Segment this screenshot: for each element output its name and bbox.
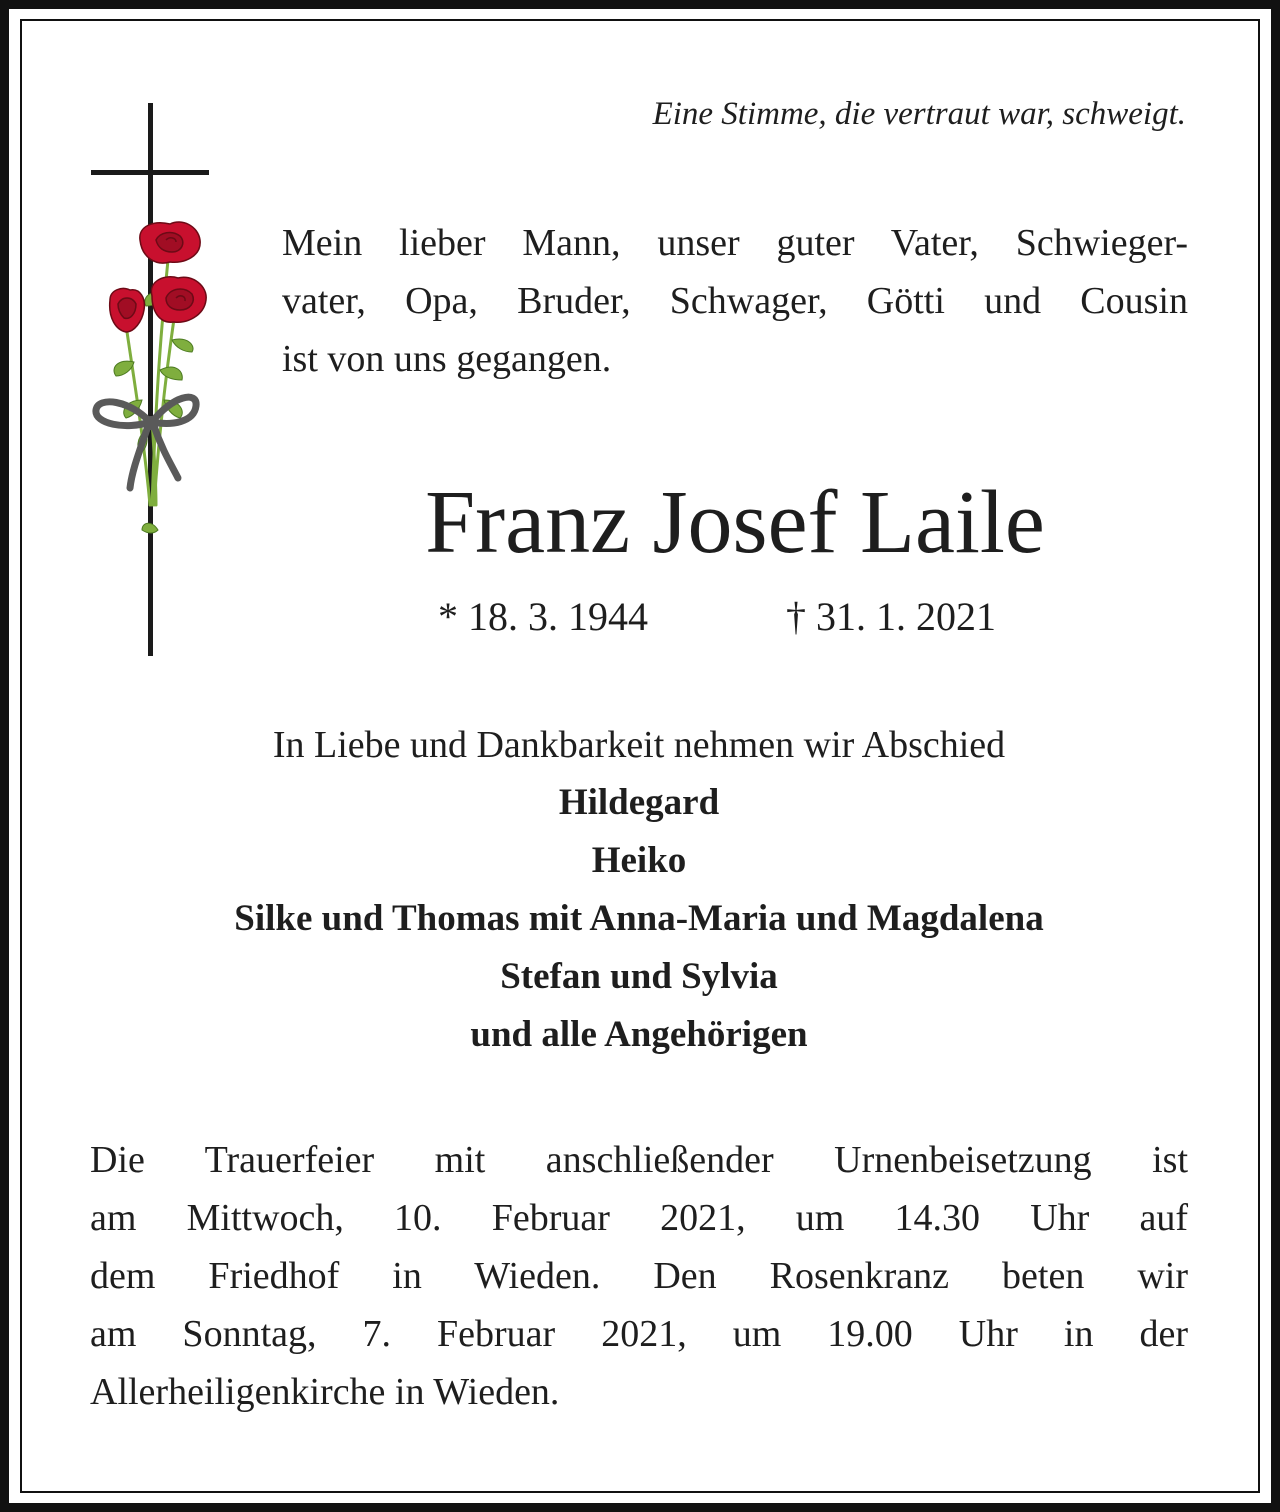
deceased-name: Franz Josef Laile bbox=[425, 473, 1045, 572]
intro-line: Mein lieber Mann, unser guter Vater, Schwieger- bbox=[282, 222, 1188, 264]
rose-top bbox=[140, 222, 200, 263]
notice-line: Allerheiligenkirche in Wieden. bbox=[90, 1371, 560, 1413]
mourner-line: Hildegard bbox=[558, 782, 720, 823]
farewell-block bbox=[60, 716, 1218, 1064]
cross-horizontal-beam bbox=[91, 170, 209, 175]
intro-line: ist von uns gegangen. bbox=[282, 338, 612, 380]
notice-line: am Sonntag, 7. Februar 2021, um 19.00 Uhr in der bbox=[90, 1313, 1188, 1355]
birth-date: * 18. 3. 1944 bbox=[438, 594, 648, 639]
mourner-line: und alle Angehörigen bbox=[470, 1014, 808, 1055]
motto: Eine Stimme, die vertraut war, schweigt. bbox=[652, 96, 1186, 132]
intro-text bbox=[282, 214, 1188, 388]
notice-line: dem Friedhof in Wieden. Den Rosenkranz beten wir bbox=[90, 1255, 1188, 1297]
cross-vertical-beam bbox=[148, 103, 153, 656]
death-date: † 31. 1. 2021 bbox=[786, 594, 996, 639]
mourner-line: Heiko bbox=[591, 840, 687, 881]
funeral-notice bbox=[90, 1131, 1188, 1421]
intro-line: vater, Opa, Bruder, Schwager, Götti und Cousin bbox=[282, 280, 1188, 322]
rose-middle bbox=[151, 277, 206, 323]
mourner-line: Stefan und Sylvia bbox=[500, 956, 778, 997]
mourner-line: Silke und Thomas mit Anna-Maria und Magdalena bbox=[234, 898, 1044, 939]
notice-line: Die Trauerfeier mit anschließender Urnenbeisetzung ist bbox=[90, 1139, 1188, 1181]
ribbon-knot bbox=[144, 416, 158, 430]
rose-left bbox=[110, 288, 145, 332]
farewell-lead: In Liebe und Dankbarkeit nehmen wir Abschied bbox=[272, 724, 1006, 766]
notice-line: am Mittwoch, 10. Februar 2021, um 14.30 Uhr auf bbox=[90, 1197, 1188, 1239]
cross-with-roses-icon bbox=[86, 100, 216, 660]
